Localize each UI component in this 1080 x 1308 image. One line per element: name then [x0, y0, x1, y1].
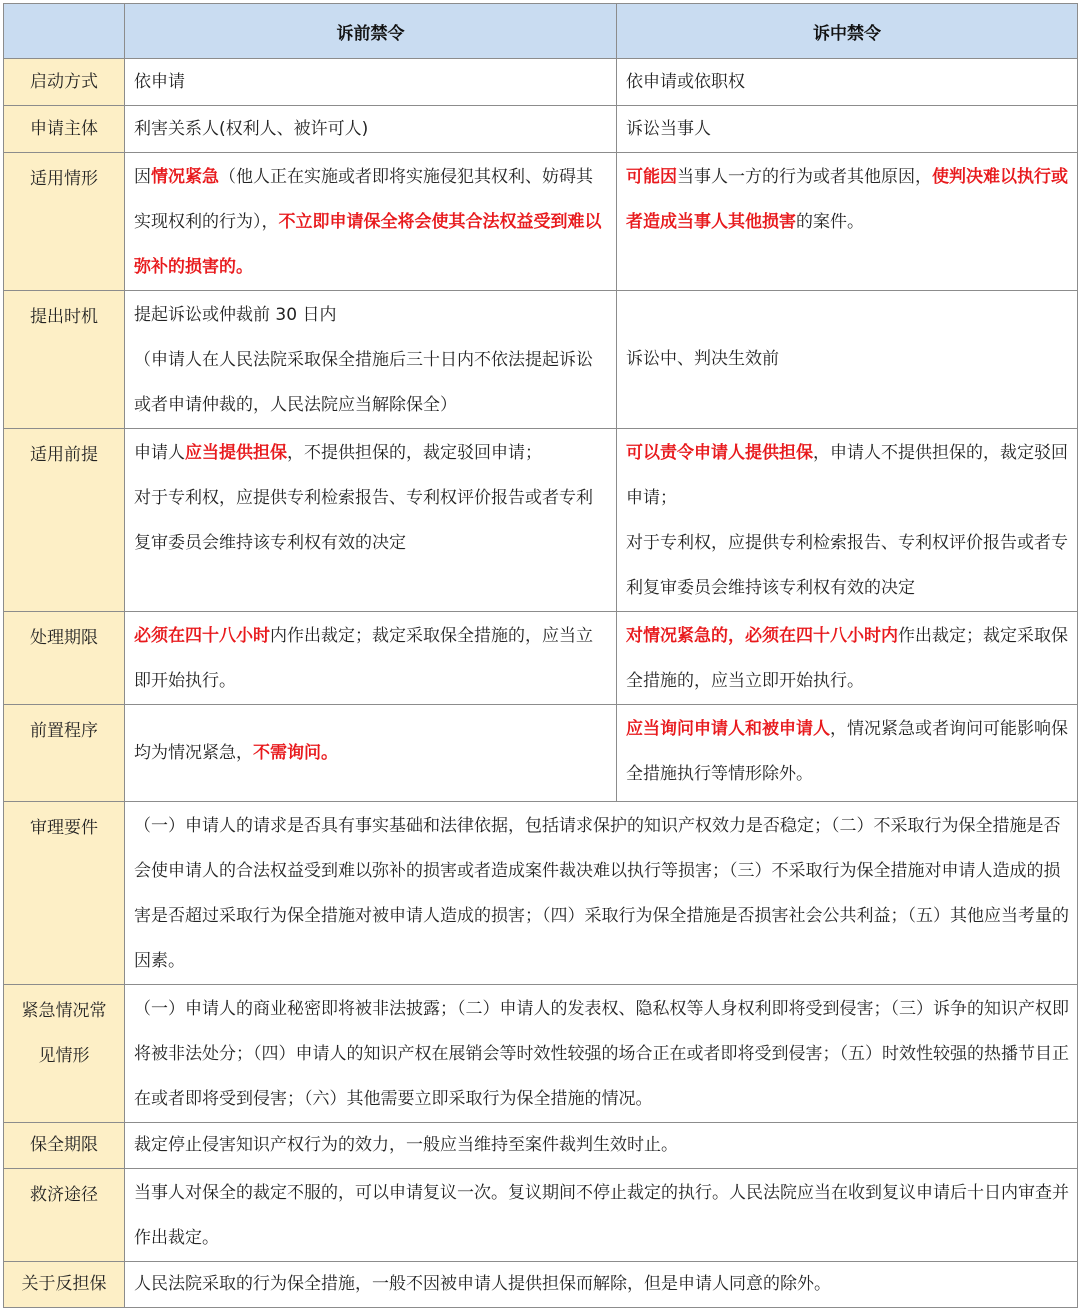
row-label: 启动方式: [4, 59, 125, 106]
emphasis-text: 不立即申请保全将会使其合法权益受到难以弥补的损害的。: [134, 212, 602, 277]
cell-in: [617, 153, 1078, 291]
cell-in: [617, 612, 1078, 705]
cell-pre: [125, 705, 617, 802]
row-label: 保全期限: [4, 1123, 125, 1169]
text: [134, 431, 608, 476]
row-premise: [4, 429, 1078, 612]
text: [626, 431, 1069, 521]
row-scenario: [4, 153, 1078, 291]
row-start-method: [4, 59, 1078, 106]
row-label: 适用情形: [4, 153, 125, 291]
text: 的案件。: [796, 212, 864, 232]
emphasis-text: 应当询问申请人和被申请人: [626, 719, 830, 739]
row-timing: [4, 291, 1078, 429]
row-review: [4, 802, 1078, 985]
row-label: 提出时机: [4, 291, 125, 429]
text: ，不提供担保的，裁定驳回申请；: [287, 443, 542, 463]
cell-pre: 利害关系人(权利人、被许可人): [125, 106, 617, 153]
text: （申请人在人民法院采取保全措施后三十日内不依法提起诉讼或者申请仲裁的，人民法院应当解除保全）: [134, 350, 593, 415]
cell-pre: [125, 429, 617, 612]
row-label: 处理期限: [4, 612, 125, 705]
cell-in: [617, 429, 1078, 612]
text: （他人正在实施或者即将实施侵犯其权利、妨碍其实现权利的行为），: [134, 167, 593, 232]
row-label: 前置程序: [4, 705, 125, 802]
header-pre-injunction: 诉前禁令: [125, 4, 617, 59]
row-label: 审理要件: [4, 802, 125, 985]
cell-in: [617, 705, 1078, 802]
cell-in: 诉讼中、判决生效前: [617, 291, 1078, 429]
cell-in: 诉讼当事人: [617, 106, 1078, 153]
cell-in: 依申请或依职权: [617, 59, 1078, 106]
row-label: 申请主体: [4, 106, 125, 153]
row-deadline: [4, 612, 1078, 705]
text: 申请人: [134, 443, 185, 463]
cell-merged: （一）申请人的商业秘密即将被非法披露；（二）申请人的发表权、隐私权等人身权利即将受到侵害；（三）诉争的知识产权即将被非法处分；（四）申请人的知识产权在展销会等时效性较强的场合正在或者即将受到侵害；（五）时效性较强的热播节目正在或者即将受到侵害；（六）其他需要立即采取行为保全措施的情况。: [125, 985, 1078, 1123]
cell-merged: 裁定停止侵害知识产权行为的效力，一般应当维持至案件裁判生效时止。: [125, 1123, 1078, 1169]
comparison-table: [3, 3, 1078, 1308]
emphasis-text: 使判决难以执行或者造成当事人其他损害: [626, 167, 1068, 232]
header-corner: [4, 4, 125, 59]
row-label: 关于反担保: [4, 1262, 125, 1308]
row-period: [4, 1123, 1078, 1169]
text: 因: [134, 167, 151, 187]
header-row: [4, 4, 1078, 59]
text: 对于专利权，应提供专利检索报告、专利权评价报告或者专利复审委员会维持该专利权有效的决定: [626, 533, 1068, 598]
row-procedure: [4, 705, 1078, 802]
row-remedy: [4, 1169, 1078, 1262]
row-applicant: [4, 106, 1078, 153]
emphasis-text: 不需询问。: [253, 742, 338, 763]
cell-merged: 人民法院采取的行为保全措施，一般不因被申请人提供担保而解除，但是申请人同意的除外。: [125, 1262, 1078, 1308]
cell-pre: 依申请: [125, 59, 617, 106]
cell-merged: 当事人对保全的裁定不服的，可以申请复议一次。复议期间不停止裁定的执行。人民法院应当在收到复议申请后十日内审查并作出裁定。: [125, 1169, 1078, 1262]
row-urgent: [4, 985, 1078, 1123]
text: 作出裁定；裁定采取保全措施的，应当立即开始执行。: [626, 626, 1068, 691]
emphasis-text: 可能因: [626, 167, 677, 187]
emphasis-text: 应当提供担保: [185, 443, 287, 463]
row-label: 适用前提: [4, 429, 125, 612]
emphasis-text: 对情况紧急的，必须在四十八小时内: [626, 626, 898, 646]
cell-pre: [125, 612, 617, 705]
row-counter-guarantee: [4, 1262, 1078, 1308]
text: 提起诉讼或仲裁前 30 日内: [134, 305, 337, 325]
emphasis-text: 必须在四十八小时: [134, 626, 270, 646]
emphasis-text: 情况紧急: [151, 167, 219, 187]
row-label: 救济途径: [4, 1169, 125, 1262]
emphasis-text: 可以责令申请人提供担保: [626, 443, 813, 463]
text: ，申请人不提供担保的，裁定驳回申请；: [626, 443, 1068, 508]
text: 均为情况紧急，: [134, 742, 253, 763]
cell-pre: [125, 153, 617, 291]
cell-merged: （一）申请人的请求是否具有事实基础和法律依据，包括请求保护的知识产权效力是否稳定；（二）不采取行为保全措施是否会使申请人的合法权益受到难以弥补的损害或者造成案件裁决难以执行等损害；（三）不采取行为保全措施对申请人造成的损害是否超过采取行为保全措施对被申请人造成的损害；（四）采取行为保全措施是否损害社会公共利益；（五）其他应当考量的因素。: [125, 802, 1078, 985]
text: 对于专利权，应提供专利检索报告、专利权评价报告或者专利复审委员会维持该专利权有效的决定: [134, 488, 593, 553]
row-label: 紧急情况常见情形: [4, 985, 125, 1123]
text: 当事人一方的行为或者其他原因，: [677, 167, 932, 187]
text: ，情况紧急或者询问可能影响保全措施执行等情形除外。: [626, 719, 1068, 784]
header-in-suit-injunction: 诉中禁令: [617, 4, 1078, 59]
cell-pre: [125, 291, 617, 429]
text: 内作出裁定；裁定采取保全措施的，应当立即开始执行。: [134, 626, 593, 691]
comparison-table-wrapper: [3, 3, 1077, 1308]
